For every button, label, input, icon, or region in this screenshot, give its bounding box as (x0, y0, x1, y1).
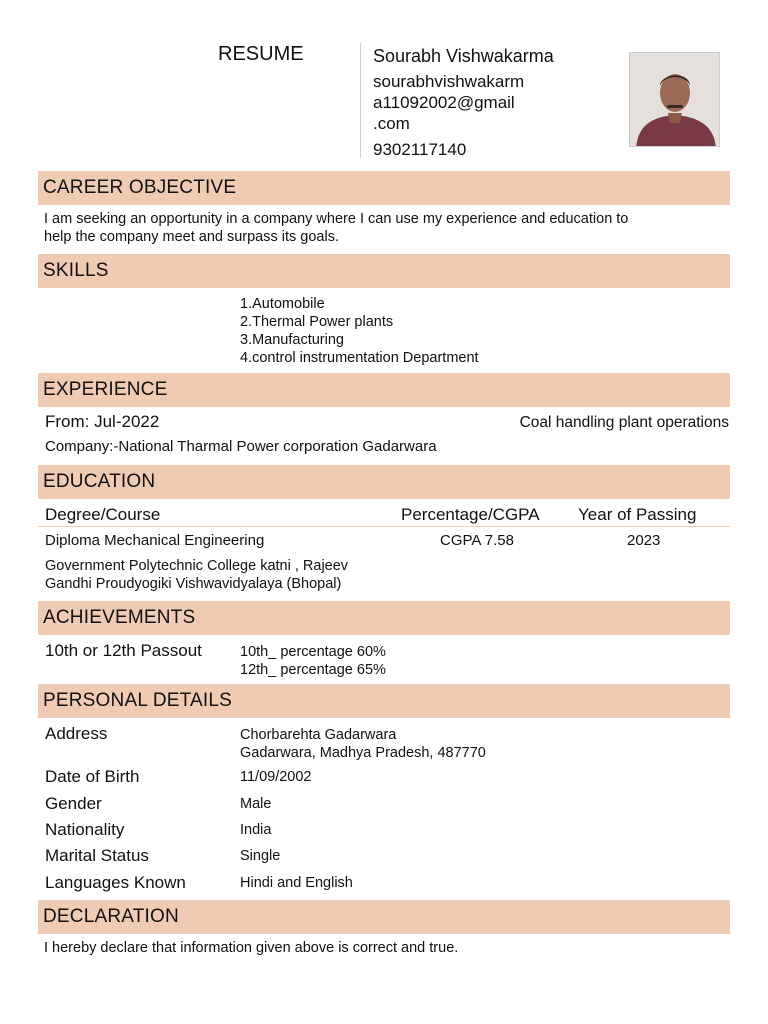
achievement-line-1: 10th_ percentage 60% (240, 644, 386, 660)
declaration-text: I hereby declare that information given above is correct and true. (44, 940, 459, 956)
skills-heading: SKILLS (43, 260, 109, 281)
address-line-2: Gadarwara, Madhya Pradesh, 487770 (240, 745, 486, 761)
email-line-3: .com (373, 114, 410, 133)
nationality-label: Nationality (45, 820, 125, 839)
education-heading: EDUCATION (43, 471, 156, 492)
personal-details-heading: PERSONAL DETAILS (43, 690, 233, 711)
achievements-band (38, 601, 730, 635)
marital-status-value: Single (240, 848, 281, 864)
marital-status-label: Marital Status (45, 846, 149, 865)
email-line-2: a11092002@gmail (373, 93, 515, 112)
objective-line-2: help the company meet and surpass its goals. (44, 229, 339, 245)
education-degree: Diploma Mechanical Engineering (45, 532, 265, 549)
skill-item: 2.Thermal Power plants (240, 314, 394, 330)
candidate-name: Sourabh Vishwakarma (373, 46, 554, 66)
skill-item: 1.Automobile (240, 296, 325, 312)
experience-from: From: Jul-2022 (45, 412, 160, 431)
career-objective-heading: CAREER OBJECTIVE (43, 177, 237, 198)
address-line-1: Chorbarehta Gadarwara (240, 727, 397, 743)
experience-heading: EXPERIENCE (43, 379, 168, 400)
education-band (38, 465, 730, 499)
column-percentage: Percentage/CGPA (401, 505, 540, 524)
address-label: Address (45, 724, 108, 743)
person-photo-icon (630, 53, 720, 147)
skill-item: 4.control instrumentation Department (240, 350, 479, 366)
experience-company: Company:-National Tharmal Power corporation Gadarwara (45, 438, 437, 455)
institution-line-2: Gandhi Proudyogiki Vishwavidyalaya (Bhopal) (45, 576, 342, 592)
header-divider (360, 43, 361, 158)
gender-value: Male (240, 796, 272, 812)
languages-label: Languages Known (45, 873, 186, 892)
achievements-heading: ACHIEVEMENTS (43, 607, 196, 628)
achievements-label: 10th or 12th Passout (45, 641, 202, 660)
resume-title: RESUME (218, 43, 304, 65)
personal-details-band (38, 684, 730, 718)
column-year: Year of Passing (578, 505, 697, 524)
skill-item: 3.Manufacturing (240, 332, 344, 348)
education-score: CGPA 7.58 (440, 532, 514, 549)
experience-band (38, 373, 730, 407)
experience-role: Coal handling plant operations (519, 414, 729, 431)
education-header-rule (38, 526, 730, 527)
gender-label: Gender (45, 794, 102, 813)
skills-band (38, 254, 730, 288)
phone-number: 9302117140 (373, 140, 467, 159)
education-year: 2023 (627, 532, 661, 549)
profile-photo (629, 52, 720, 147)
career-objective-band (38, 171, 730, 205)
email-line-1: sourabhvishwakarm (373, 72, 525, 91)
languages-value: Hindi and English (240, 875, 353, 891)
achievement-line-2: 12th_ percentage 65% (240, 662, 386, 678)
dob-label: Date of Birth (45, 767, 140, 786)
objective-line-1: I am seeking an opportunity in a company where I can use my experience and education to (44, 211, 629, 227)
declaration-band (38, 900, 730, 934)
institution-line-1: Government Polytechnic College katni , Rajeev (45, 558, 349, 574)
nationality-value: India (240, 822, 272, 838)
declaration-heading: DECLARATION (43, 906, 179, 927)
column-degree: Degree/Course (45, 505, 161, 524)
dob-value: 11/09/2002 (240, 769, 312, 785)
